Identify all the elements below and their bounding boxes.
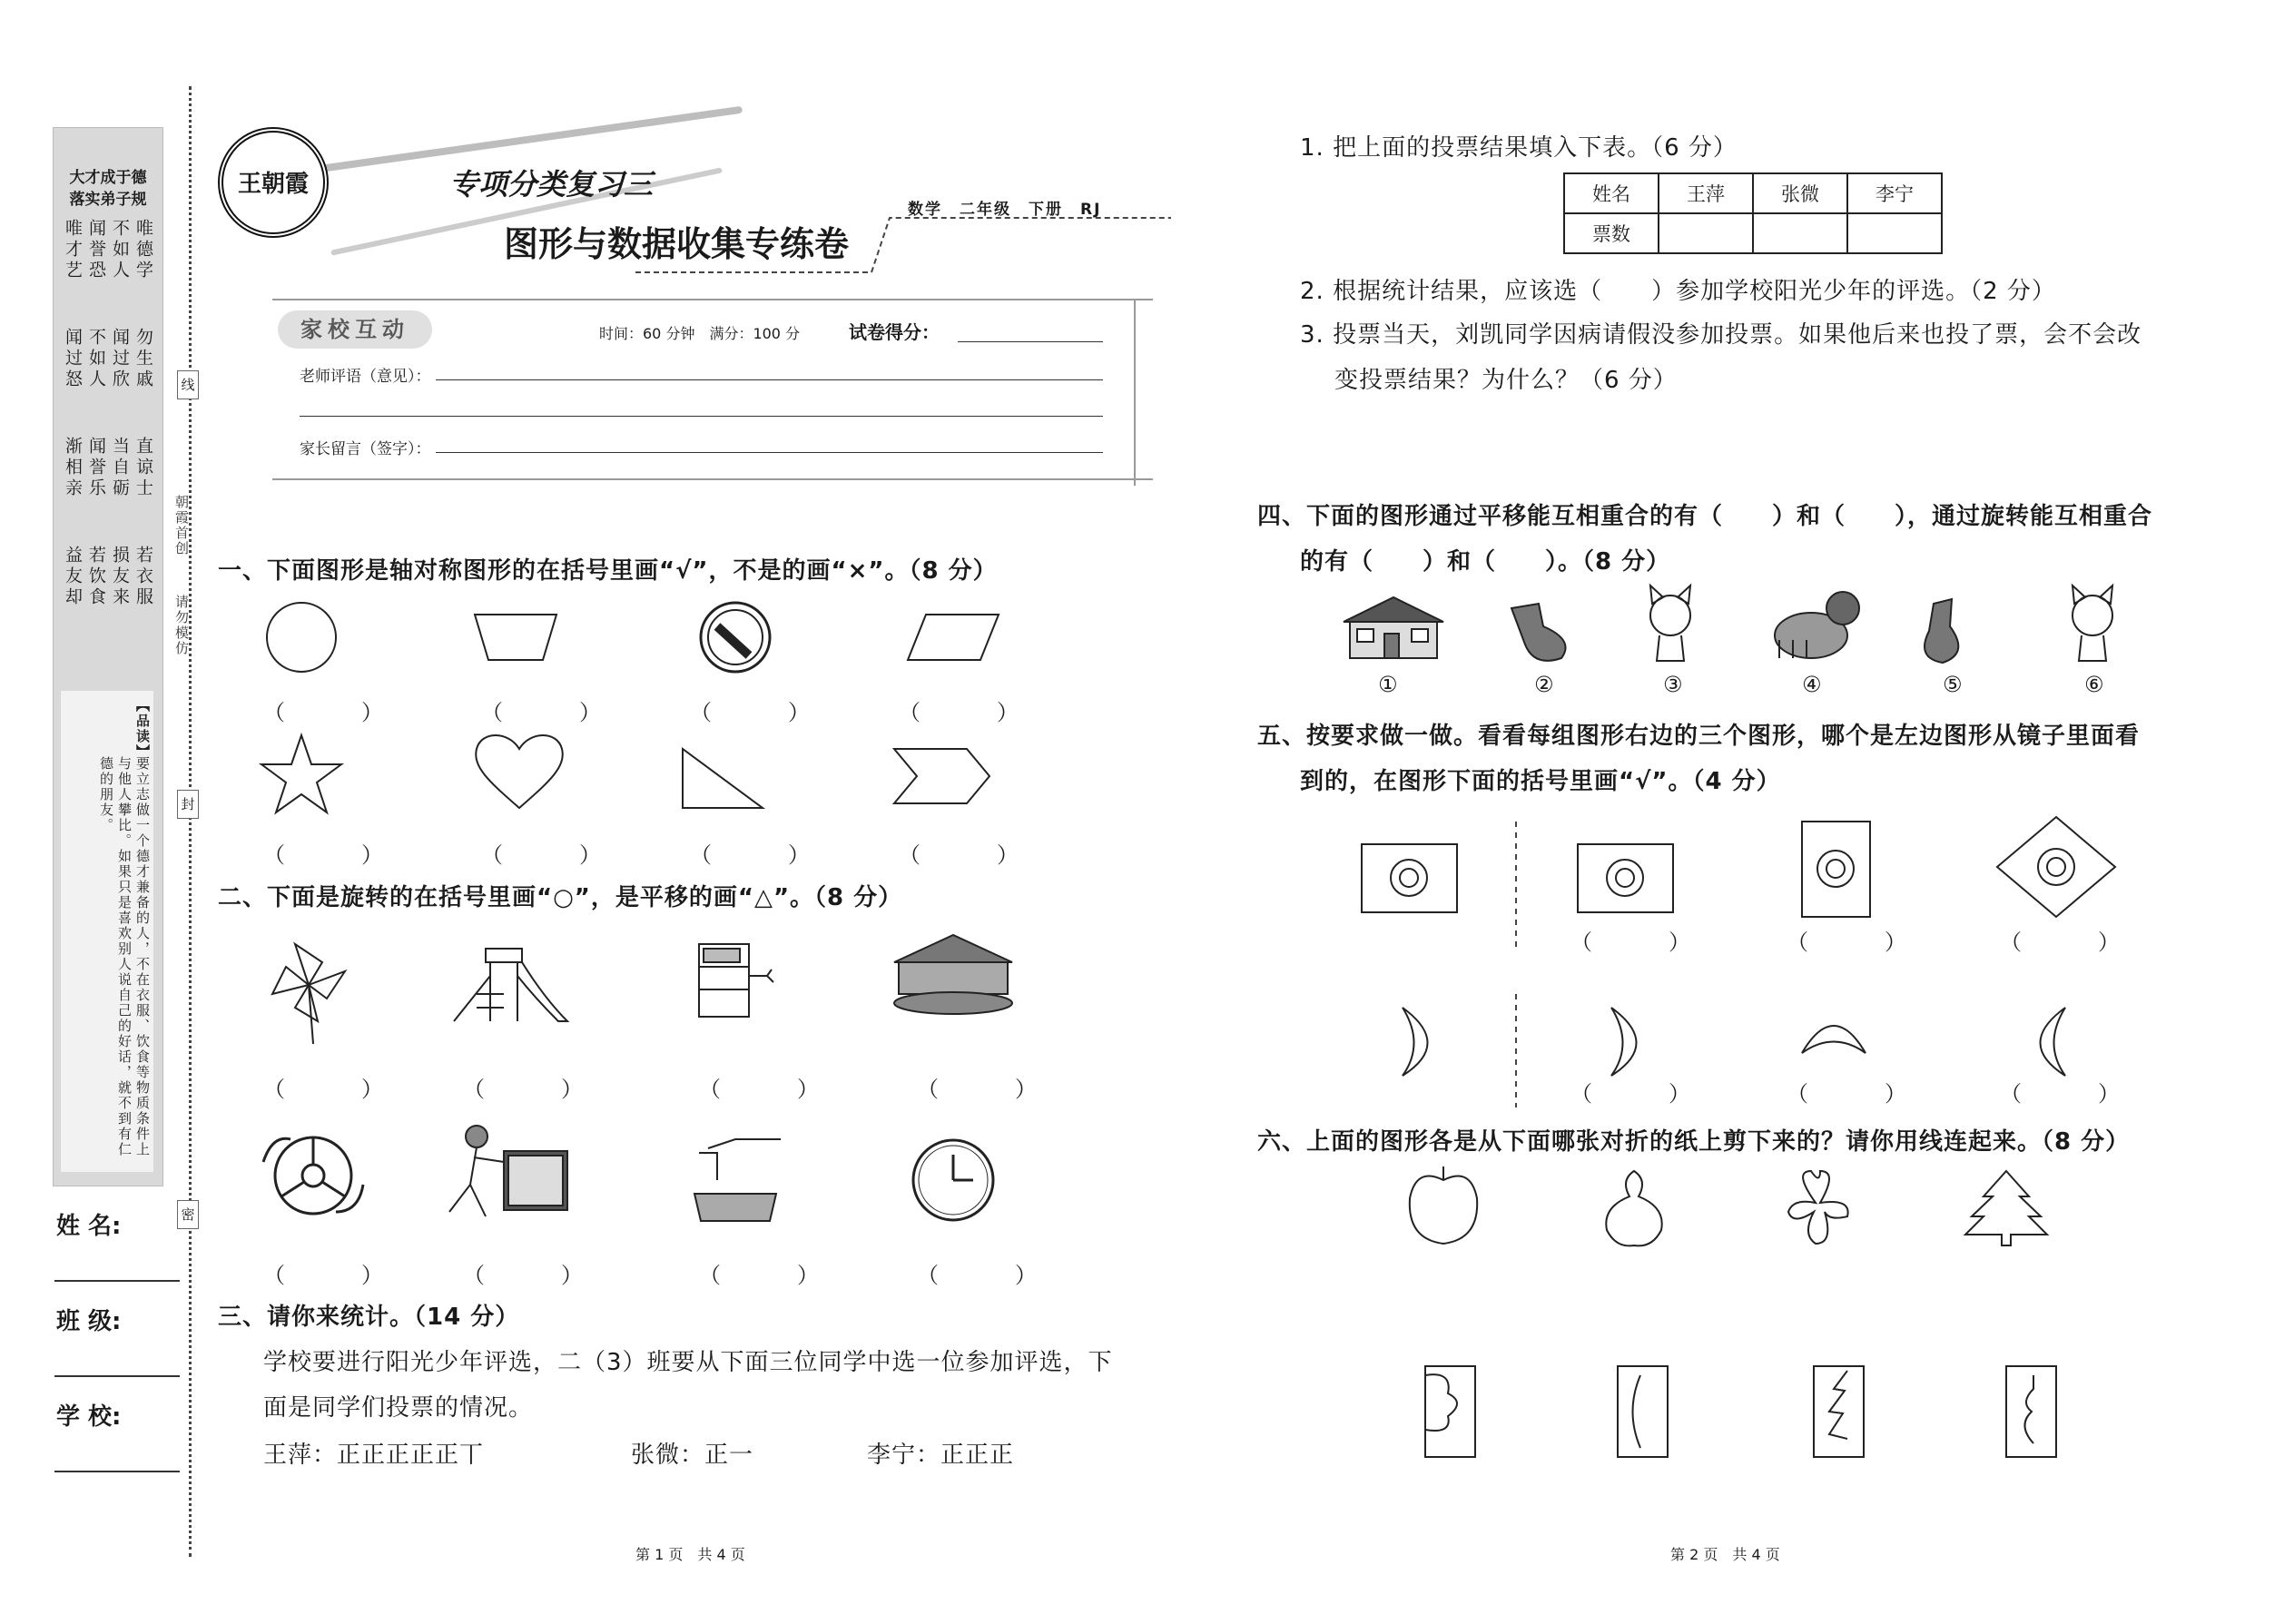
no-sign-icon [701,603,770,672]
q1-answer-6[interactable]: （ ） [481,842,628,868]
q2-answer-8[interactable]: （ ） [917,1263,1064,1288]
logo-text: 王朝霞 [237,171,309,198]
q4-label-3: ③ [1663,672,1683,697]
flower-frame-original [1362,844,1457,912]
drawer-icon [699,944,773,1017]
table-header-cell: 王萍 [1659,173,1753,213]
score-label: 试卷得分： [849,321,940,343]
q2-answer-2[interactable]: （ ） [463,1077,610,1102]
table-row [1564,173,1942,213]
apple-icon [1410,1166,1477,1244]
flower-icon [1788,1171,1848,1244]
grade-meta: 数学 二年级 下册 RJ [908,201,1102,219]
cut-mark-feng: 封 [177,790,199,819]
moon-original [1403,1008,1428,1076]
q3-sub2: 2. 根据统计结果，应该选（ ）参加学校阳光少年的评选。（2 分） [1300,278,2056,305]
cut-dotted-line [189,86,192,1557]
class-field-label: 班 级: [56,1308,122,1335]
folded-paper-2 [1618,1366,1668,1457]
q2-answer-1[interactable]: （ ） [263,1077,410,1102]
page-number-2: 第 2 页 共 4 页 [1670,1546,1780,1563]
pushing-box-icon [449,1126,567,1216]
verse-column: 直谅士 [133,437,153,499]
verse-column: 损友来 [110,546,130,608]
class-field-line[interactable] [54,1375,180,1377]
verse-column: 闻过欣 [110,328,130,390]
heart-icon [476,735,563,808]
vote-lining: 李宁：正正正 [867,1442,1015,1469]
flower-frame-option-3 [1997,817,2115,917]
gourd-icon [1606,1171,1661,1245]
q1-answer-7[interactable]: （ ） [690,842,837,868]
pinwheel-icon [272,944,345,1044]
page-subtitle: 专项分类复习三 [449,167,654,202]
q6-figures [0,0,1,1]
verse-column: 益友却 [63,546,83,608]
pindu-text: 要立志做一个德才兼备的人，不在衣服、饮食等物质条件上与他人攀比。如果只是喜欢别人说自己的好话，就不到有仁德的朋友。 [98,756,151,1157]
q2-answer-6[interactable]: （ ） [463,1263,610,1288]
moon-option-2 [1802,1026,1866,1053]
sidebar-panel [53,127,163,1186]
q4-label-4: ④ [1802,672,1822,697]
table-row [1564,213,1942,253]
moon-option-1 [1611,1008,1637,1076]
school-field-label: 学 校: [56,1403,122,1431]
vote-count-cell[interactable] [1753,213,1847,253]
page-number-1: 第 1 页 共 4 页 [635,1546,745,1563]
table-header-cell: 姓名 [1564,173,1659,213]
q5-answer-2[interactable]: （ ） [1787,930,1934,955]
q1-answer-4[interactable]: （ ） [899,700,1046,725]
verse-column: 闻誉恐 [86,219,106,281]
steering-wheel-icon [263,1137,363,1214]
page-title: 图形与数据收集专练卷 [504,223,850,264]
name-field-label: 姓 名: [56,1213,122,1240]
note-chaoxia: 朝霞首创 [173,495,190,556]
slide-icon [454,949,567,1021]
motto-line-1: 大才成于德 [69,169,147,187]
carousel-icon [894,935,1012,1014]
faucet-icon [694,1139,781,1221]
teacher-comment-label: 老师评语（意见）： [300,368,431,386]
verse-column: 闻过怒 [63,328,83,390]
house-icon [1344,597,1443,658]
q6-title: 六、上面的图形各是从下面哪张对折的纸上剪下来的？请你用线连起来。（8 分） [1257,1128,2131,1156]
q3-sub3-line1: 3. 投票当天，刘凯同学因病请假没参加投票。如果他后来也投了票，会不会改 [1300,321,2142,349]
trapezoid-icon [475,615,556,660]
q3-desc-2: 面是同学们投票的情况。 [263,1394,534,1422]
parent-comment-field[interactable] [436,452,1103,453]
bag-rotated-icon [1925,599,1958,663]
folded-paper-3 [1814,1366,1864,1457]
verse-column: 若衣服 [133,546,153,608]
school-field-line[interactable] [54,1471,180,1472]
parallelogram-icon [908,615,999,660]
table-header-cell: 张微 [1753,173,1847,213]
teacher-comment-field[interactable] [436,379,1103,380]
pindu-box [61,691,153,1172]
folded-paper-4 [2006,1366,2056,1457]
arrow-chevron-icon [894,749,989,803]
tree-fence-icon [1775,592,1859,658]
q5-title-2: 到的，在图形下面的括号里画“√”。（4 分） [1300,768,1781,795]
q3-sub1: 1. 把上面的投票结果填入下表。（6 分） [1300,134,1738,162]
table-row-label: 票数 [1564,213,1659,253]
q2-answer-7[interactable]: （ ） [699,1263,846,1288]
q1-title: 一、下面图形是轴对称图形的在括号里画“√”，不是的画“×”。（8 分） [218,557,998,585]
verse-column: 唯才艺 [63,219,83,281]
pindu-label: 【品读】 [134,698,151,760]
score-field[interactable] [958,341,1103,342]
flower-frame-option-1 [1578,844,1673,912]
q5-title-1: 五、按要求做一做。看看每组图形右边的三个图形，哪个是左边图形从镜子里面看 [1257,723,2141,750]
brand-logo [218,127,329,238]
q2-answer-5[interactable]: （ ） [263,1263,410,1288]
moon-option-3 [2041,1008,2066,1076]
cut-mark-mi: 密 [177,1200,199,1229]
vote-zhangwei: 张微：正一 [631,1442,754,1469]
verse-column: 勿生戚 [133,328,153,390]
q5-answer-1[interactable]: （ ） [1570,930,1718,955]
q5-answer-3[interactable]: （ ） [2000,930,2147,955]
table-header-cell: 李宁 [1847,173,1942,213]
q1-answer-2[interactable]: （ ） [481,700,628,725]
vote-wangping: 王萍：正正正正正丅 [263,1442,485,1469]
q2-title: 二、下面是旋转的在括号里画“○”，是平移的画“△”。（8 分） [218,884,903,911]
verse-column: 闻誉乐 [86,437,106,499]
flower-frame-option-2 [1802,822,1870,917]
q1-answer-5[interactable]: （ ） [263,842,410,868]
verse-column: 当自砺 [110,437,130,499]
star-icon [261,735,341,812]
cat-icon [1650,586,1690,661]
q4-label-1: ① [1378,672,1398,697]
bag-icon [1511,604,1566,661]
cat-copy-icon [2072,586,2112,661]
verse-column: 不如人 [86,328,106,390]
name-field-line[interactable] [54,1280,180,1282]
q5-answer-4[interactable]: （ ） [1570,1081,1718,1107]
q2-answer-3[interactable]: （ ） [699,1077,846,1102]
q4-label-5: ⑤ [1943,672,1963,697]
time-info: 时间：60 分钟 满分：100 分 [599,325,801,342]
right-triangle-icon [683,749,763,808]
verse-column: 渐相亲 [63,437,83,499]
parent-comment-label: 家长留言（签字）： [300,440,431,458]
motto-line-2: 落实弟子规 [69,191,147,209]
q4-label-2: ② [1534,672,1554,697]
note-no-copy: 请勿模仿 [173,595,190,656]
q1-answer-3[interactable]: （ ） [690,700,837,725]
verse-column: 不如人 [110,219,130,281]
q4-title-2: 的有（ ）和（ ）。（8 分） [1300,548,1671,576]
vote-count-cell[interactable] [1659,213,1753,253]
verse-column: 若饮食 [86,546,106,608]
home-school-badge: 家校互动 [278,310,432,349]
teacher-comment-line-2[interactable] [300,416,1103,417]
q4-title-1: 四、下面的图形通过平移能互相重合的有（ ）和（ ），通过旋转能互相重合 [1257,503,2153,530]
q3-sub3-line2: 变投票结果？为什么？（6 分） [1334,367,1678,394]
vote-table [1563,172,1943,254]
q4-label-6: ⑥ [2084,672,2104,697]
q5-answer-5[interactable]: （ ） [1787,1081,1934,1107]
q5-answer-6[interactable]: （ ） [2000,1081,2147,1107]
tree-icon [1965,1171,2047,1245]
q3-title: 三、请你来统计。（14 分） [218,1304,520,1331]
clock-icon [913,1140,993,1220]
cut-mark-xian: 线 [177,370,199,399]
vote-count-cell[interactable] [1847,213,1942,253]
q1-answer-1[interactable]: （ ） [263,700,410,725]
q1-answer-8[interactable]: （ ） [899,842,1046,868]
q2-answer-4[interactable]: （ ） [917,1077,1064,1102]
folded-paper-1 [1425,1366,1475,1457]
q3-desc-1: 学校要进行阳光少年评选，二（3）班要从下面三位同学中选一位参加评选，下 [263,1349,1113,1376]
verse-column: 唯德学 [133,219,153,281]
circle-icon [267,603,336,672]
